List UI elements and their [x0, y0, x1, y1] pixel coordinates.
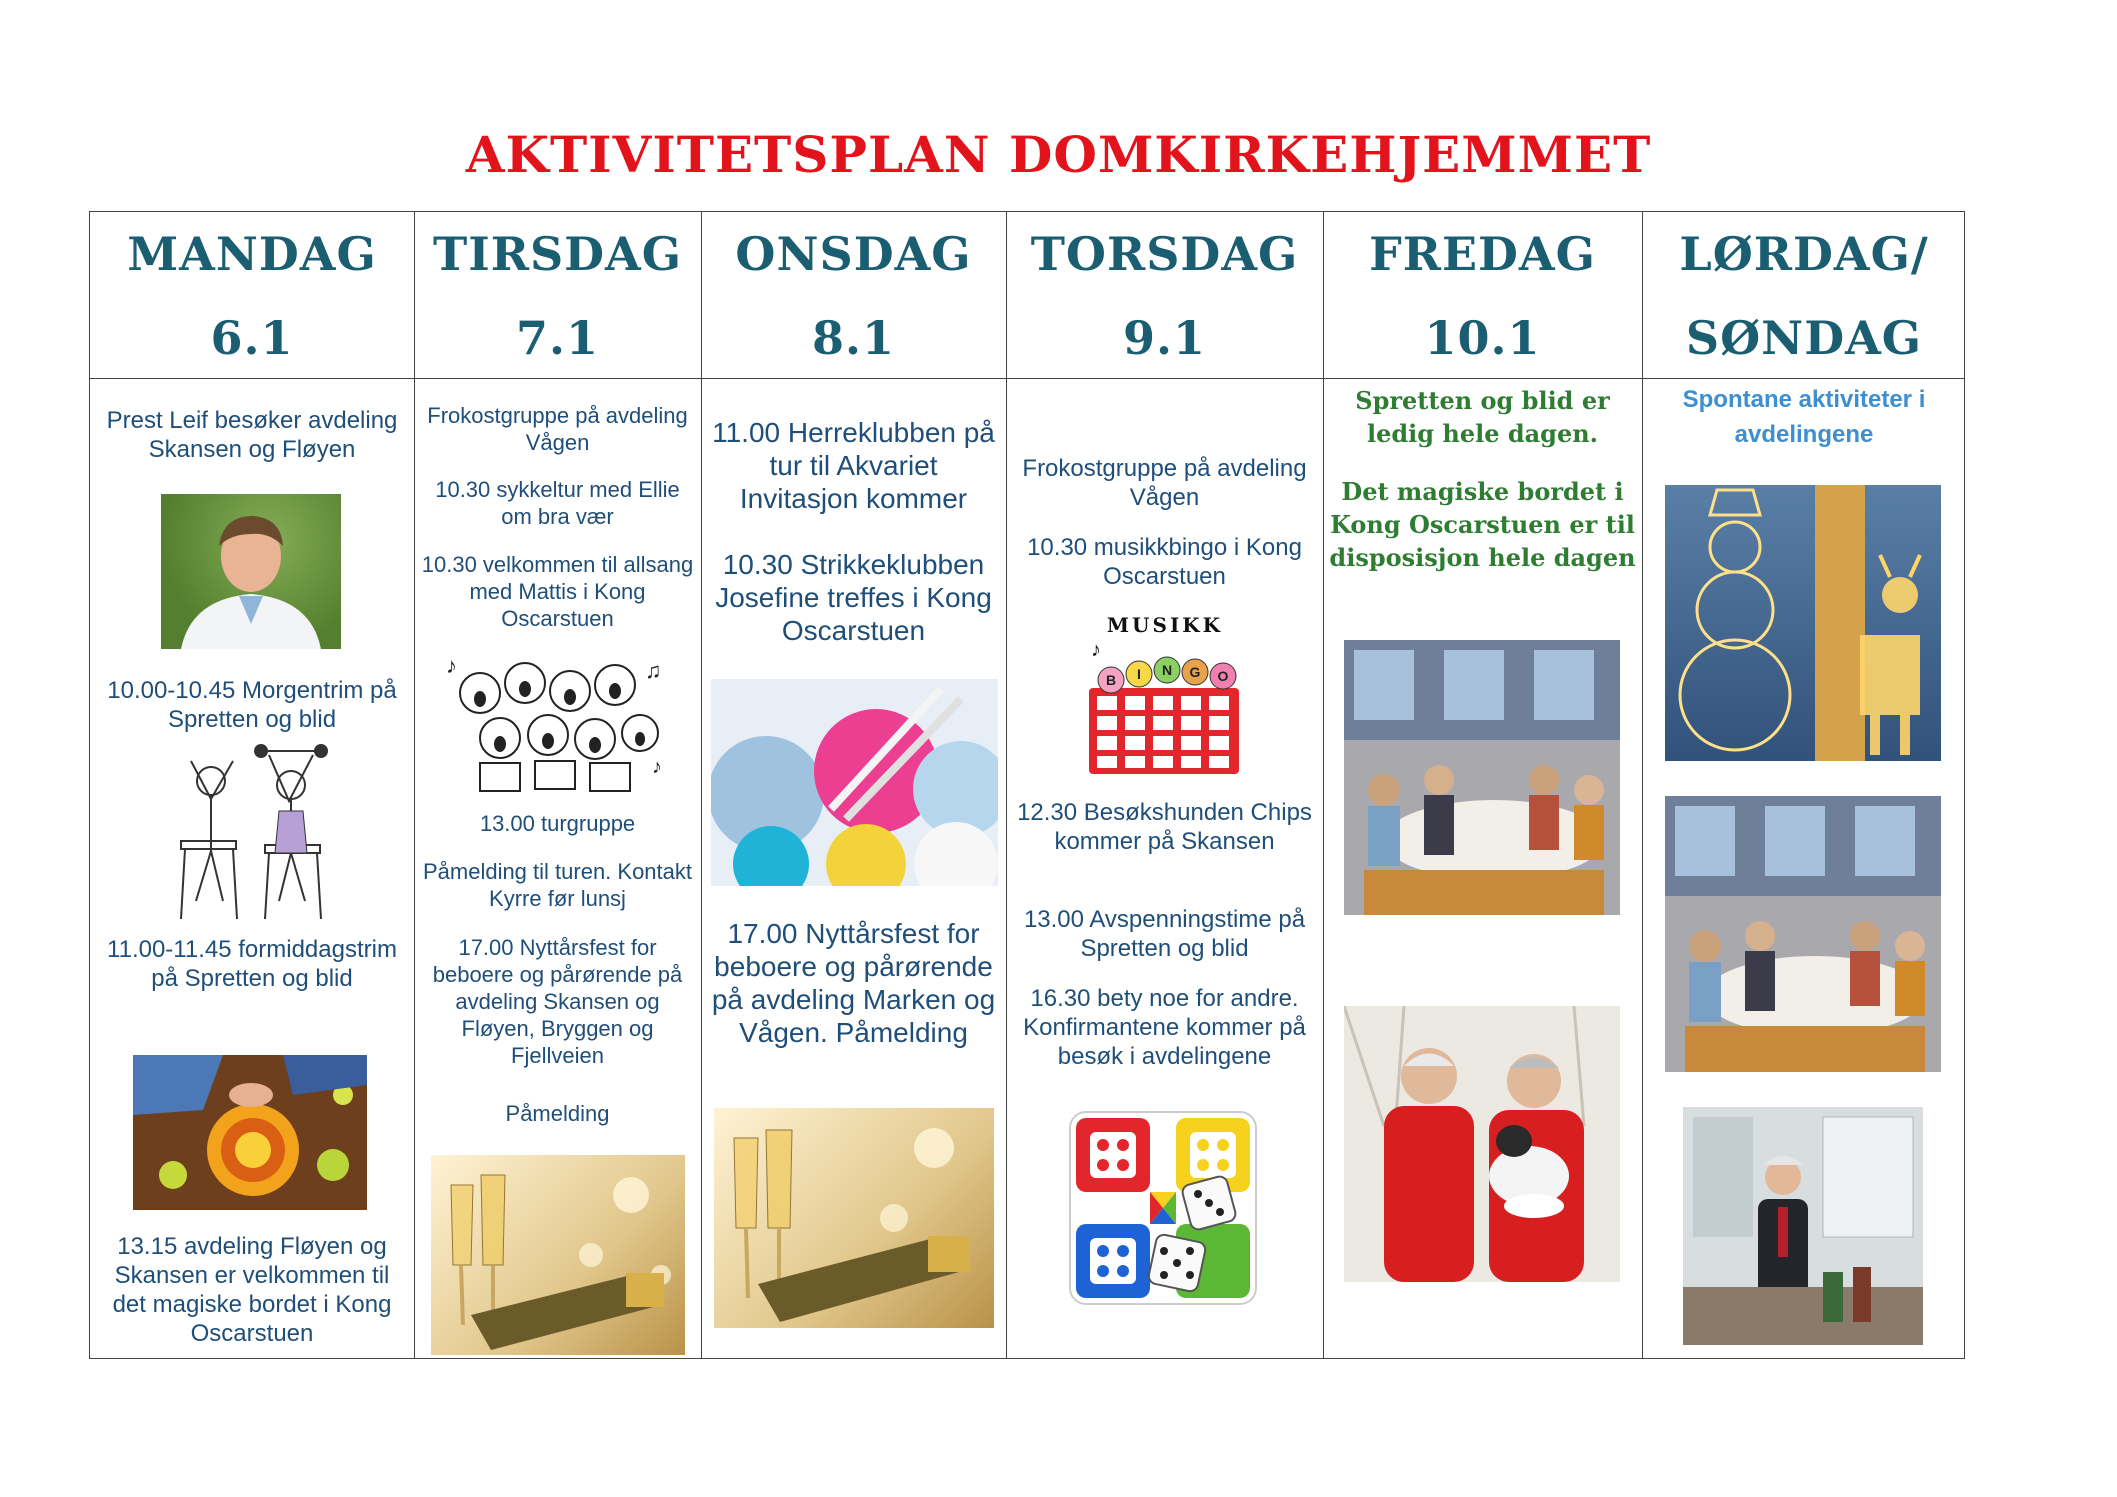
activity-text: 13.00 Avspenningstime på Spretten og blid [1023, 906, 1306, 962]
column-weekend [1642, 380, 1966, 1358]
day-name: TORSDAG [1030, 227, 1299, 281]
performer-photo [1683, 1107, 1923, 1345]
music-bingo-image [1087, 610, 1243, 776]
activity-text: 12.30 Besøkshunden Chips kommer på Skansen [1017, 799, 1312, 855]
exercise-drawing [161, 741, 343, 925]
day-date: 8.1 [811, 311, 896, 365]
day-name: FREDAG [1369, 227, 1596, 281]
activity-text: Prest Leif besøker avdeling Skansen og Fløyen [106, 407, 398, 463]
day-date: 10.1 [1424, 311, 1541, 365]
champagne-photo [431, 1155, 685, 1355]
magic-table-photo [133, 1055, 367, 1210]
bingo-letter: G [1189, 664, 1201, 680]
day-name: MANDAG [127, 227, 377, 281]
page-title: AKTIVITETSPLAN DOMKIRKEHJEMMET [465, 125, 1652, 184]
day-date: 7.1 [515, 311, 600, 365]
activity-text: Frokostgruppe på avdeling Vågen [427, 403, 688, 455]
party-photo [1344, 640, 1620, 915]
champagne-photo [714, 1108, 994, 1328]
singing-choir-drawing [440, 653, 674, 798]
day-name: ONSDAG [735, 227, 972, 281]
header-wednesday [701, 212, 1006, 378]
header-tuesday [414, 212, 701, 378]
bingo-letter: N [1161, 662, 1173, 678]
yarn-photo [711, 679, 998, 886]
column-tuesday [414, 380, 701, 1358]
column-friday [1323, 380, 1642, 1358]
column-wednesday [701, 380, 1006, 1358]
christmas-lights-photo [1665, 485, 1941, 761]
activity-text: Spontane aktiviteter i avdelingene [1682, 386, 1926, 448]
bingo-word: MUSIKK [1106, 613, 1224, 637]
activity-text: Påmelding til turen. Kontakt Kyrre før lunsj [422, 859, 693, 911]
visiting-dog-photo [1344, 1006, 1620, 1282]
svg-text:♪: ♪ [1091, 639, 1101, 661]
schedule-table [89, 211, 1965, 1359]
activity-text: 10.30 Strikkeklubben Josefine treffes i Kong Oscarstuen [715, 549, 992, 646]
svg-text:♪: ♪ [446, 653, 457, 678]
svg-text:♫: ♫ [645, 658, 662, 683]
activity-text: 11.00-11.45 formiddagstrim på Spretten og blid [107, 936, 397, 992]
activity-text: 10.30 musikkbingo i Kong Oscarstuen [1027, 534, 1302, 590]
activity-text: 17.00 Nyttårsfest for beboere og pårørende på avdeling Skansen og Fløyen, Bryggen og Fjellveien [432, 935, 683, 1068]
column-monday [90, 380, 414, 1358]
column-thursday [1006, 380, 1323, 1358]
header-thursday [1006, 212, 1323, 378]
day-date: 9.1 [1122, 311, 1207, 365]
header-monday [90, 212, 414, 378]
activity-text: 13.15 avdeling Fløyen og Skansen er velkommen til det magiske bordet i Kong Oscarstuen [112, 1233, 392, 1347]
svg-text:♪: ♪ [652, 756, 662, 778]
bingo-letter: O [1217, 668, 1229, 684]
bingo-letter: B [1105, 672, 1117, 688]
activity-text: 17.00 Nyttårsfest for beboere og pårørende på avdeling Marken og Vågen. Påmelding [711, 918, 996, 1048]
header-friday [1323, 212, 1642, 378]
activity-text: Frokostgruppe på avdeling Vågen [1022, 455, 1307, 511]
header-weekend [1642, 212, 1966, 378]
priest-photo [161, 494, 341, 649]
activity-text: 13.00 turgruppe [479, 811, 636, 836]
ludo-game-image [1068, 1110, 1258, 1306]
activity-text: Påmelding [505, 1101, 610, 1126]
activity-text: 16.30 bety noe for andre. Konfirmantene kommer på besøk i avdelingene [1023, 985, 1306, 1070]
day-date: 6.1 [210, 311, 294, 365]
activity-text: 10.30 velkommen til allsang med Mattis i Kong Oscarstuen [421, 552, 694, 631]
activity-text: 10.30 sykkeltur med Ellie om bra vær [435, 477, 680, 529]
day-name: TIRSDAG [432, 227, 683, 281]
activity-text: Spretten og blid er ledig hele dagen. [1355, 386, 1610, 448]
day-name: LØRDAG/ [1679, 227, 1929, 281]
party-photo [1665, 796, 1941, 1072]
bingo-letter: I [1137, 666, 1141, 682]
activity-text: Det magiske bordet i Kong Oscarstuen er til disposisjon hele dagen [1329, 477, 1636, 572]
activity-text: 10.00-10.45 Morgentrim på Spretten og blid [107, 677, 397, 733]
day-date: SØNDAG [1685, 311, 1923, 365]
activity-text: 11.00 Herreklubben på tur til Akvariet Invitasjon kommer [712, 417, 995, 514]
